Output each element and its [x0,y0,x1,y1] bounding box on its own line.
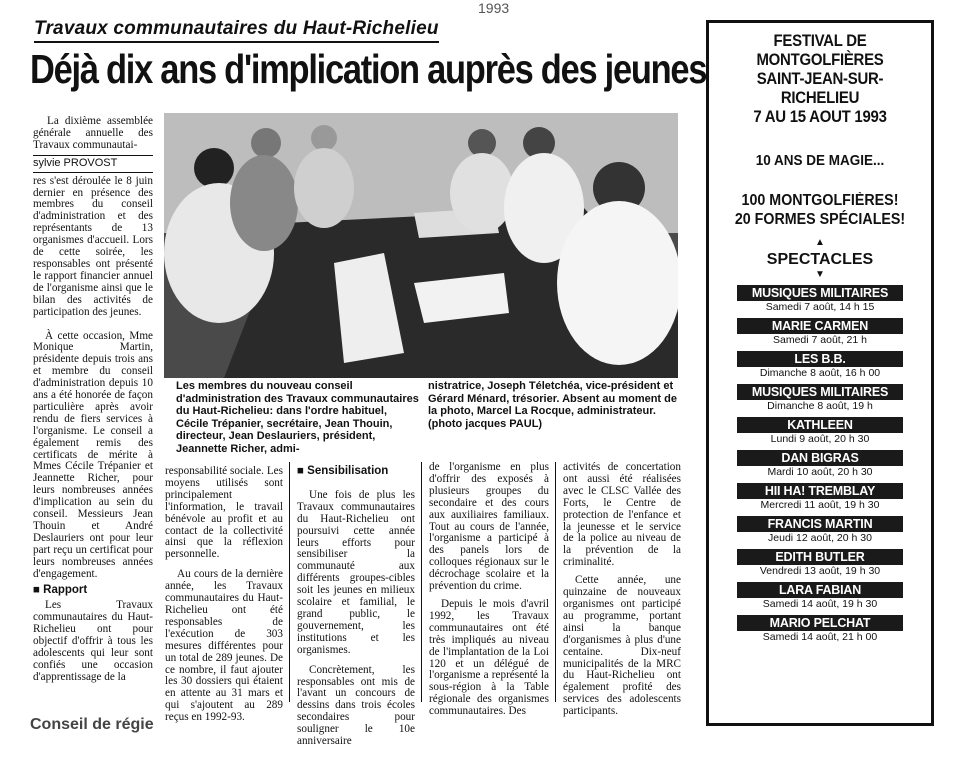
show-name: EDITH BUTLER [737,549,903,565]
show-date: Mercredi 11 août, 19 h 30 [760,499,880,511]
show-item [737,615,903,644]
news-photo [164,113,678,378]
paragraph: Une fois de plus les Travaux communautaires du Haut-Richelieu ont poursuivi cette année leurs efforts pour sensibiliser la communauté aux différents groupes-cibles soit les jeunes en milieux scolaire et familial, le grand public, le gouvernement, les institutions et les organismes. [297,488,415,656]
column-divider [555,462,556,702]
subhead-sensibilisation: ■ Sensibilisation [297,465,389,477]
show-name: FRANCIS MARTIN [737,516,903,532]
photo-illustration [164,113,678,378]
show-date: Vendredi 13 août, 19 h 30 [759,565,881,577]
kicker: Travaux communautaires du Haut-Richelieu [34,18,439,43]
photo-caption-part2: nistratrice, Joseph Téletchéa, vice-président et Gérard Ménard, trésorier. Absent au moment de la photo, Marcel La Rocque, administrateur.(photo jacques PAUL) [428,380,677,430]
show-name: LARA FABIAN [737,582,903,598]
show-item [737,549,903,578]
show-date: Samedi 7 août, 21 h [773,334,867,346]
ad-title-line: SAINT-JEAN-SUR-RICHELIEU [756,69,884,107]
column-2 [165,466,283,724]
headline: Déjà dix ans d'implication auprès des jeunes [30,46,707,92]
subhead-label: Sensibilisation [307,465,389,477]
spectacles-heading: SPECTACLES [766,251,874,268]
show-date: Dimanche 8 août, 19 h [767,400,873,412]
subhead-label: Rapport [43,583,88,596]
lead-paragraph: La dixième assemblée générale annuelle des Travaux communautai- [33,115,153,151]
show-item [737,351,903,380]
triangle-up-icon: ▲ [815,237,825,248]
show-item [737,582,903,611]
show-date: Dimanche 8 août, 16 h 00 [759,367,881,379]
byline: sylvie PROVOST [33,155,153,173]
show-name: MARIE CARMEN [737,318,903,334]
year-mark: 1993 [478,0,510,16]
cut-off-text: Conseil de régie [30,716,154,733]
show-item [737,516,903,545]
show-name: KATHLEEN [737,417,903,433]
photo-caption-part1: Les membres du nouveau conseil d'administration des Travaux communautaires du Haut-Richelieu: dans l'ordre habituel, Cécile Trépanier, secrétaire, Jean Thouin, directeur, Jean Deslauriers, président, Jeannette Richer, admi- [176,380,419,455]
ad-highlights [718,191,922,229]
paragraph: res s'est déroulée le 8 juin dernier en présence des membres du conseil d'administration et des représentants de 13 organismes d'accueil. Lors de cette soirée, les responsables ont présenté le rapport financier annuel de l'organisme ainsi que le bilan des activités de participation des jeunes. [33,174,153,318]
triangle-down-icon: ▼ [815,269,825,280]
show-item [737,285,903,314]
column-divider [421,462,422,702]
ad-title-line: FESTIVAL DE MONTGOLFIÈRES [756,31,884,69]
show-name: LES B.B. [737,351,903,367]
show-name: MARIO PELCHAT [737,615,903,631]
show-item [737,417,903,446]
show-date: Samedi 14 août, 19 h 30 [762,598,878,610]
ad-tagline: 10 ANS DE MAGIE... [755,152,885,169]
show-date: Jeudi 12 août, 20 h 30 [768,532,872,544]
festival-advertisement [706,20,934,726]
column-1 [33,116,153,684]
show-item [737,450,903,479]
show-item [737,384,903,413]
paragraph: activités de concertation ont aussi été réalisées avec le CLSC Vallée des Forts, le Centre de protection de l'enfance et la jeunesse et le service de la police au niveau de la prévention de la criminalité. [563,461,681,569]
ad-title-line: 7 AU 15 AOUT 1993 [753,107,887,126]
column-5 [563,462,681,718]
subhead-rapport: ■ Rapport [33,583,88,596]
paragraph: de l'organisme en plus d'offrir des exposés à plusieurs groupes du secondaire et des cours aux auxiliaires familiaux. Tout au cours de l'année, l'organisme a participé à des panels lors de colloques régionaux sur le décrochage scolaire et la prévention du crime. [429,461,549,593]
paragraph: Au cours de la dernière année, les Travaux communautaires du Haut-Richelieu ont été responsables de l'exécution de 303 mesures différentes pour un total de 289 jeunes. De ce nombre, il faut ajouter les 30 dossiers qui étaient en attente au 31 mars et qui s'ajoutent au 289 reçus en 1992-93. [165,568,283,724]
paragraph: Les Travaux communautaires du Haut-Richelieu ont pour objectif d'offrir à tous les adolescents qui leur sont confiés une occasion d'apprentissage de la [33,599,153,683]
show-date: Lundi 9 août, 20 h 30 [770,433,870,445]
paragraph: Concrètement, les responsables ont mis de l'avant un concours de dessins dans trois écoles secondaires pour souligner le 10e anniversaire [297,663,415,748]
show-item [737,483,903,512]
paragraph: responsabilité sociale. Les moyens utilisés sont principalement l'information, le travail bénévole au profit et au contact de la collectivité ainsi que la réflexion personnelle. [165,465,283,561]
column-3 [297,462,415,748]
paragraph: À cette occasion, Mme Monique Martin, présidente depuis trois ans et membre du conseil d'administration depuis 10 ans a été honorée de façon particulière après avoir rendu de fiers services à l'organisme. Le conseil a également remis des certificats de mérite à Mmes Cécile Trépanier et Jeannette Richer, pour leurs nombreuses années d'implication au sein du conseil. Messieurs Jean Thouin et André Deslauriers ont pour leur part reçu un certificat pour leurs nombreuses années d'engagement. [33,329,153,580]
show-date: Samedi 14 août, 21 h 00 [762,631,878,643]
show-date: Samedi 7 août, 14 h 15 [765,301,875,313]
ad-highlight-line: 20 FORMES SPÉCIALES! [734,211,906,228]
paragraph: Depuis le mois d'avril 1992, les Travaux communautaires ont été très impliqués au niveau de l'implantation de la Loi 120 et un délégué de l'organisme a représenté la sous-région à la Table régionale des organismes communautaires. Des [429,597,549,718]
show-list [709,285,931,644]
ad-title [722,31,917,126]
show-date: Mardi 10 août, 20 h 30 [767,466,873,478]
show-name: DAN BIGRAS [737,450,903,466]
paragraph: Cette année, une quinzaine de nouveaux organismes ont participé au programme, portant ainsi la banque d'organismes à plus d'une centaine. Dix-neuf municipalités de la MRC du Haut-Richelieu ont également profité des services des adolescents participants. [563,574,681,718]
column-divider [289,462,290,702]
show-name: MUSIQUES MILITAIRES [737,285,903,301]
show-name: MUSIQUES MILITAIRES [737,384,903,400]
ad-highlight-line: 100 MONTGOLFIÈRES! [741,192,899,209]
column-4 [429,462,549,718]
show-name: HII HA! TREMBLAY [737,483,903,499]
show-item [737,318,903,347]
